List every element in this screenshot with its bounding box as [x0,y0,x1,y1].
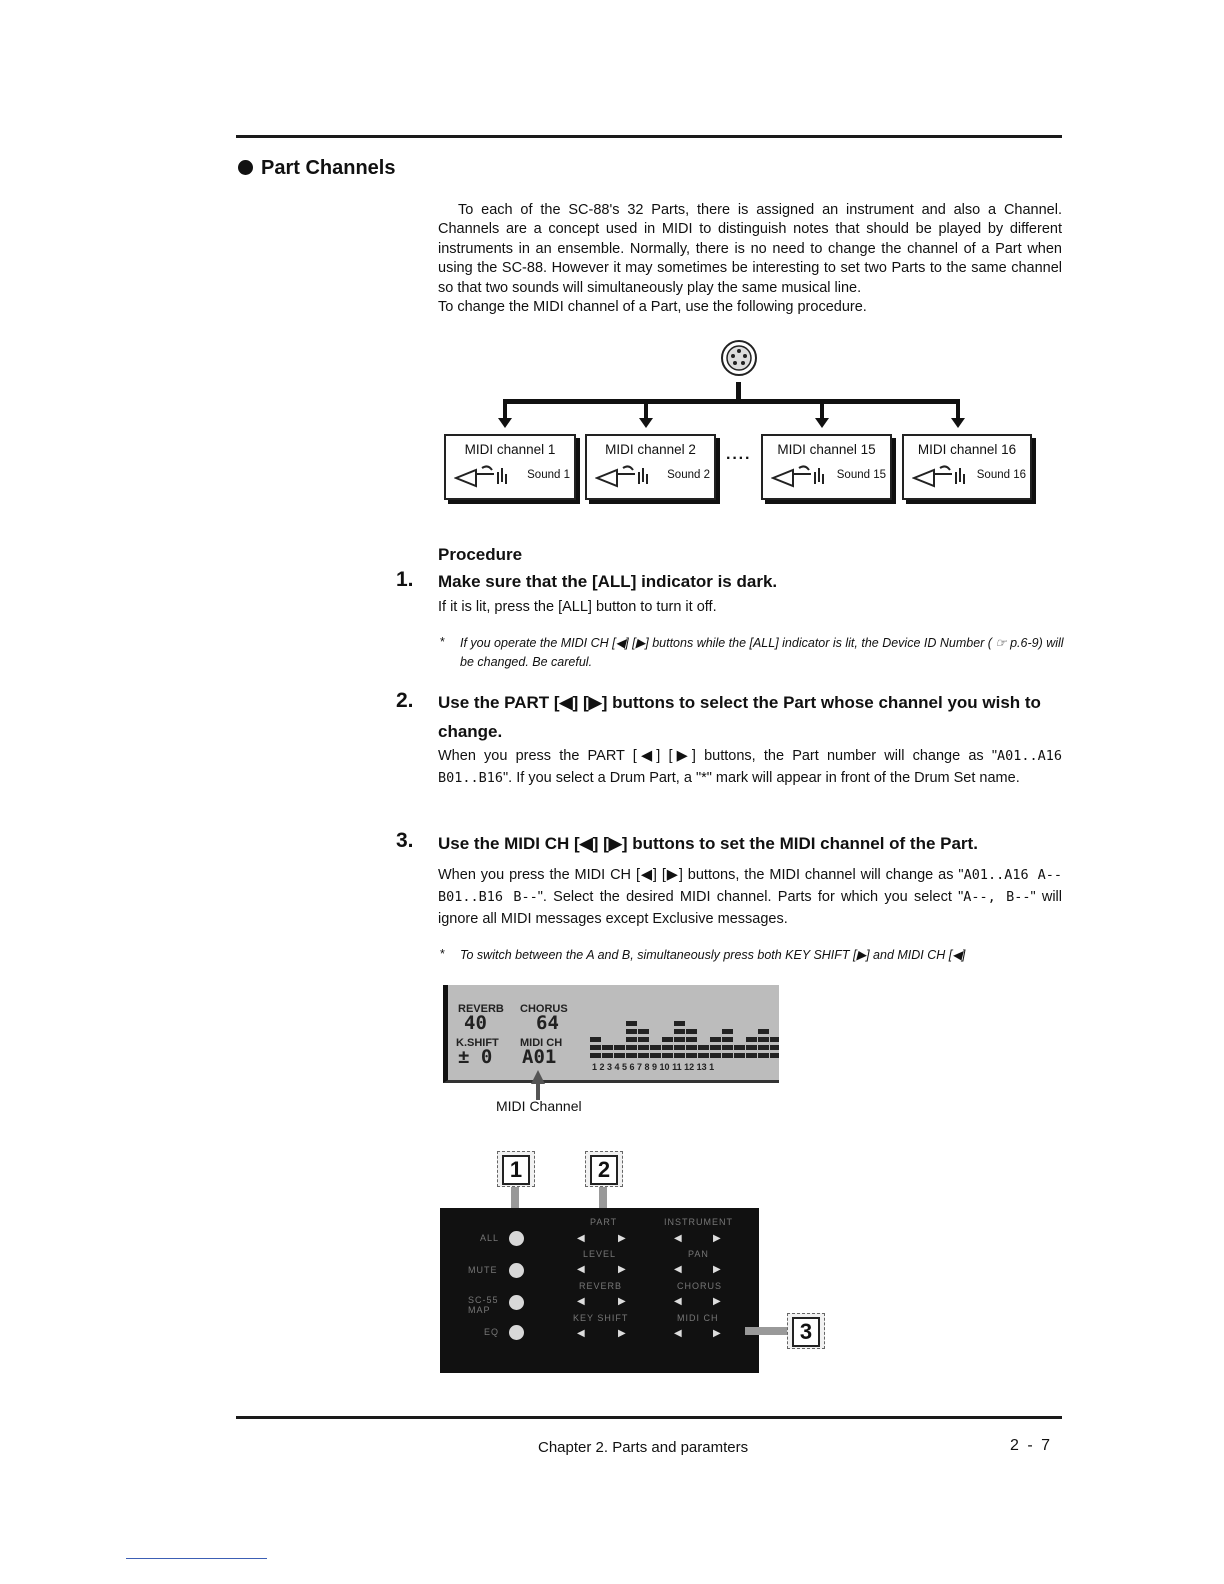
key-shift-left-button[interactable]: ◀ [577,1328,585,1339]
top-rule [236,135,1062,138]
lcd-midich-value: A01 [522,1046,557,1068]
midi-ch-label: MIDI CH [677,1313,719,1323]
intro-para-2: To change the MIDI channel of a Part, use the following procedure. [438,299,867,316]
lcd-level-bar [590,1037,601,1061]
part-left-button[interactable]: ◀ [577,1233,585,1244]
callout-3-pointer [745,1327,789,1335]
instrument-label: INSTRUMENT [664,1217,733,1227]
ellipsis: ···· [726,450,752,467]
reverb-label: REVERB [579,1281,623,1291]
trumpet-icon [912,462,974,490]
step-1-note: * If you operate the MIDI CH [◀] [▶] buttons while the [ALL] indicator is lit, the Device ID Number ( ☞ p.6-9) will be changed. Be careful. [440,635,1064,669]
eq-label: EQ [484,1327,500,1337]
button-panel [440,1208,759,1373]
procedure-heading: Procedure [438,545,523,564]
callout-1: 1 [497,1151,535,1187]
mute-button[interactable] [509,1263,524,1278]
lcd-level-bar [602,1045,613,1061]
midi-channel-box-16: MIDI channel 16 Sound 16 [902,434,1032,500]
callout-2: 2 [585,1151,623,1187]
step-3-note: * To switch between the A and B, simultaneously press both KEY SHIFT [▶] and MIDI CH [◀] [440,947,966,962]
lcd-level-bar [638,1029,649,1061]
lcd-level-bar [650,1045,661,1061]
lcd-level-bar [722,1029,733,1061]
blue-underline [126,1558,267,1559]
lcd-part-numbers: 1 2 3 4 5 6 7 8 9 10 11 12 13 1 [592,1062,715,1072]
level-label: LEVEL [583,1249,617,1259]
bullet-icon [238,160,253,175]
lcd-level-bar [710,1037,721,1061]
midi-channel-box-1: MIDI channel 1 Sound 1 [444,434,576,500]
trumpet-icon [771,462,833,490]
all-button[interactable] [509,1231,524,1246]
chorus-left-button[interactable]: ◀ [674,1296,682,1307]
key-shift-label: KEY SHIFT [573,1313,629,1323]
intro-para-1: To each of the SC-88's 32 Parts, there is assigned an instrument and also a Channel. Channels are a concept used in MIDI to distinguish notes that should be played by different instruments in an ensemble. Normally, there is no need to change the channel of a Part when using the SC-88. However it may sometimes be interesting to set two Parts to the same channel so that two sounds will simultaneously play the same musical line. [438,202,1062,296]
reverb-right-button[interactable]: ▶ [618,1296,626,1307]
trumpet-icon [454,462,516,490]
arrow-up-icon [528,1068,548,1102]
part-label: PART [590,1217,618,1227]
lcd-level-bar [626,1021,637,1061]
lcd-kshift-label: K.SHIFT [456,1037,499,1049]
midi-ch-right-button[interactable]: ▶ [713,1328,721,1339]
lcd-level-bar [758,1029,769,1061]
lcd-level-bar [734,1045,745,1061]
all-label: ALL [480,1233,500,1243]
callout-3: 3 [787,1313,825,1349]
lcd-level-bar [614,1045,625,1061]
midi-distribution-diagram [440,336,1040,440]
midi-connector-icon [722,341,756,375]
section-title: Part Channels [238,157,395,180]
lcd-reverb-value: 40 [464,1012,487,1034]
part-right-button[interactable]: ▶ [618,1233,626,1244]
lcd-level-bar [686,1029,697,1061]
step-2-number: 2. [396,689,414,712]
lcd-chorus-value: 64 [536,1012,559,1034]
sc55-map-label: SC-55 MAP [468,1295,499,1315]
lcd-level-bar [698,1045,709,1061]
midi-channel-box-15: MIDI channel 15 Sound 15 [761,434,892,500]
lcd-display [443,985,779,1083]
trumpet-icon [595,462,657,490]
lcd-level-bar [662,1037,673,1061]
lcd-chorus-label: CHORUS [520,1003,568,1015]
chorus-label: CHORUS [677,1281,723,1291]
reverb-left-button[interactable]: ◀ [577,1296,585,1307]
lcd-level-bar [746,1037,757,1061]
lcd-midich-label: MIDI CH [520,1037,563,1049]
midi-ch-left-button[interactable]: ◀ [674,1328,682,1339]
footer-chapter: Chapter 2. Parts and paramters [538,1439,749,1456]
intro-text [438,201,1062,317]
pan-left-button[interactable]: ◀ [674,1264,682,1275]
step-3-heading: Use the MIDI CH [◀] [▶] buttons to set the MIDI channel of the Part. [438,834,978,853]
sc55-map-button[interactable] [509,1295,524,1310]
pan-right-button[interactable]: ▶ [713,1264,721,1275]
step-1-body: If it is lit, press the [ALL] button to turn it off. [438,599,717,615]
key-shift-right-button[interactable]: ▶ [618,1328,626,1339]
pan-label: PAN [688,1249,709,1259]
step-3-number: 3. [396,829,414,852]
eq-button[interactable] [509,1325,524,1340]
lcd-reverb-label: REVERB [458,1003,504,1015]
step-3-body: When you press the MIDI CH [◀] [▶] buttons, the MIDI channel will change as "A01..A16 A-- B01..B16 B--". Select the desired MIDI channel. Parts for which you select "A--, B--" will ignore all MIDI messages except Exclusive messages. [438,867,1062,927]
lcd-level-bar [770,1037,779,1061]
step-2-heading: Use the PART [◀] [▶] buttons to select the Part whose channel you wish to change. [438,693,1041,741]
level-left-button[interactable]: ◀ [577,1264,585,1275]
lcd-kshift-value: ± 0 [458,1046,493,1068]
level-right-button[interactable]: ▶ [618,1264,626,1275]
step-1-number: 1. [396,568,414,591]
step-2-body: When you press the PART [◀] [▶] buttons, the Part number will change as "A01..A16 B01..B16". If you select a Drum Part, a "*" mark will appear in front of the Drum Set name. [438,748,1062,786]
instrument-right-button[interactable]: ▶ [713,1233,721,1244]
step-1-heading: Make sure that the [ALL] indicator is dark. [438,572,778,591]
lcd-caption: MIDI Channel [496,1098,582,1114]
chorus-right-button[interactable]: ▶ [713,1296,721,1307]
bottom-rule [236,1416,1062,1419]
lcd-level-bar [674,1021,685,1061]
midi-channel-box-2: MIDI channel 2 Sound 2 [585,434,716,500]
page-number: 2 - 7 [1010,1437,1053,1454]
mute-label: MUTE [468,1265,498,1275]
instrument-left-button[interactable]: ◀ [674,1233,682,1244]
